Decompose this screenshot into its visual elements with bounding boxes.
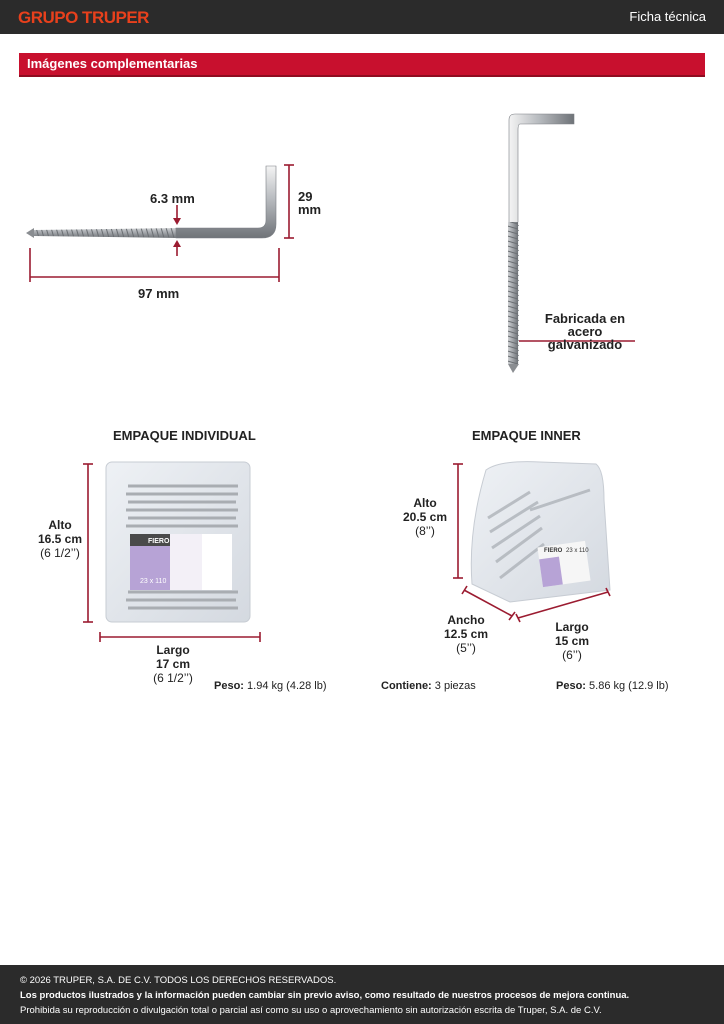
material-line1: Fabricada en [544, 311, 626, 326]
diameter-label: 6.3 mm [150, 191, 195, 206]
section-title: Imágenes complementarias [27, 56, 198, 71]
individual-package-heading: EMPAQUE INDIVIDUAL [113, 428, 256, 443]
individual-bag-brand: FIERO [148, 538, 170, 545]
inner-largo-in: (6’’) [562, 648, 582, 662]
inner-bag-brand: FIERO [544, 548, 563, 554]
inner-package-image [471, 462, 610, 602]
individual-alto-label: Alto [48, 518, 72, 532]
height-value: 29 [298, 189, 313, 204]
footer-copyright: © 2026 TRUPER, S.A. DE C.V. TODOS LOS DERECHOS RESERVADOS. [20, 975, 337, 986]
inner-largo-label: Largo [555, 620, 589, 634]
height-unit: mm [298, 202, 322, 217]
inner-weight: Peso: 5.86 kg (12.9 lb) [556, 680, 669, 692]
material-line2: acero galvanizado [547, 324, 623, 352]
inner-ancho-cm: 12.5 cm [443, 627, 489, 641]
inner-largo-cm: 15 cm [554, 634, 590, 648]
footer-legal: Prohibida su reproducción o divulgación total o parcial así como su uso o aprovechamiento sin autorización escrita de Truper, S.A. de C.V. [20, 1005, 602, 1016]
inner-contents: Contiene: 3 piezas [381, 680, 476, 692]
brand-logo: GRUPO TRUPER [18, 8, 149, 27]
individual-package-image [106, 462, 250, 622]
individual-bag-size: 23 x 110 [140, 578, 167, 585]
individual-weight: Peso: 1.94 kg (4.28 lb) [214, 680, 327, 692]
length-label: 97 mm [138, 286, 180, 301]
individual-alto-in: (6 1/2’’) [40, 546, 80, 560]
inner-bag-size: 23 x 110 [566, 548, 589, 554]
individual-alto-cm: 16.5 cm [37, 532, 83, 546]
inner-alto-cm: 20.5 cm [402, 510, 448, 524]
individual-largo-cm: 17 cm [155, 657, 191, 671]
inner-ancho-in: (5’’) [456, 641, 476, 655]
inner-ancho-label: Ancho [447, 613, 485, 627]
inner-alto-label: Alto [413, 496, 437, 510]
inner-alto-in: (8’’) [415, 524, 435, 538]
footer [0, 965, 724, 1024]
inner-package-heading: EMPAQUE INNER [472, 428, 581, 443]
individual-largo-in: (6 1/2’’) [153, 671, 193, 685]
individual-largo-label: Largo [156, 643, 190, 657]
document-type: Ficha técnica [629, 9, 706, 24]
footer-notice: Los productos ilustrados y la información pueden cambiar sin previo aviso, como resultado de nuestros procesos de mejora continua. [20, 990, 630, 1001]
